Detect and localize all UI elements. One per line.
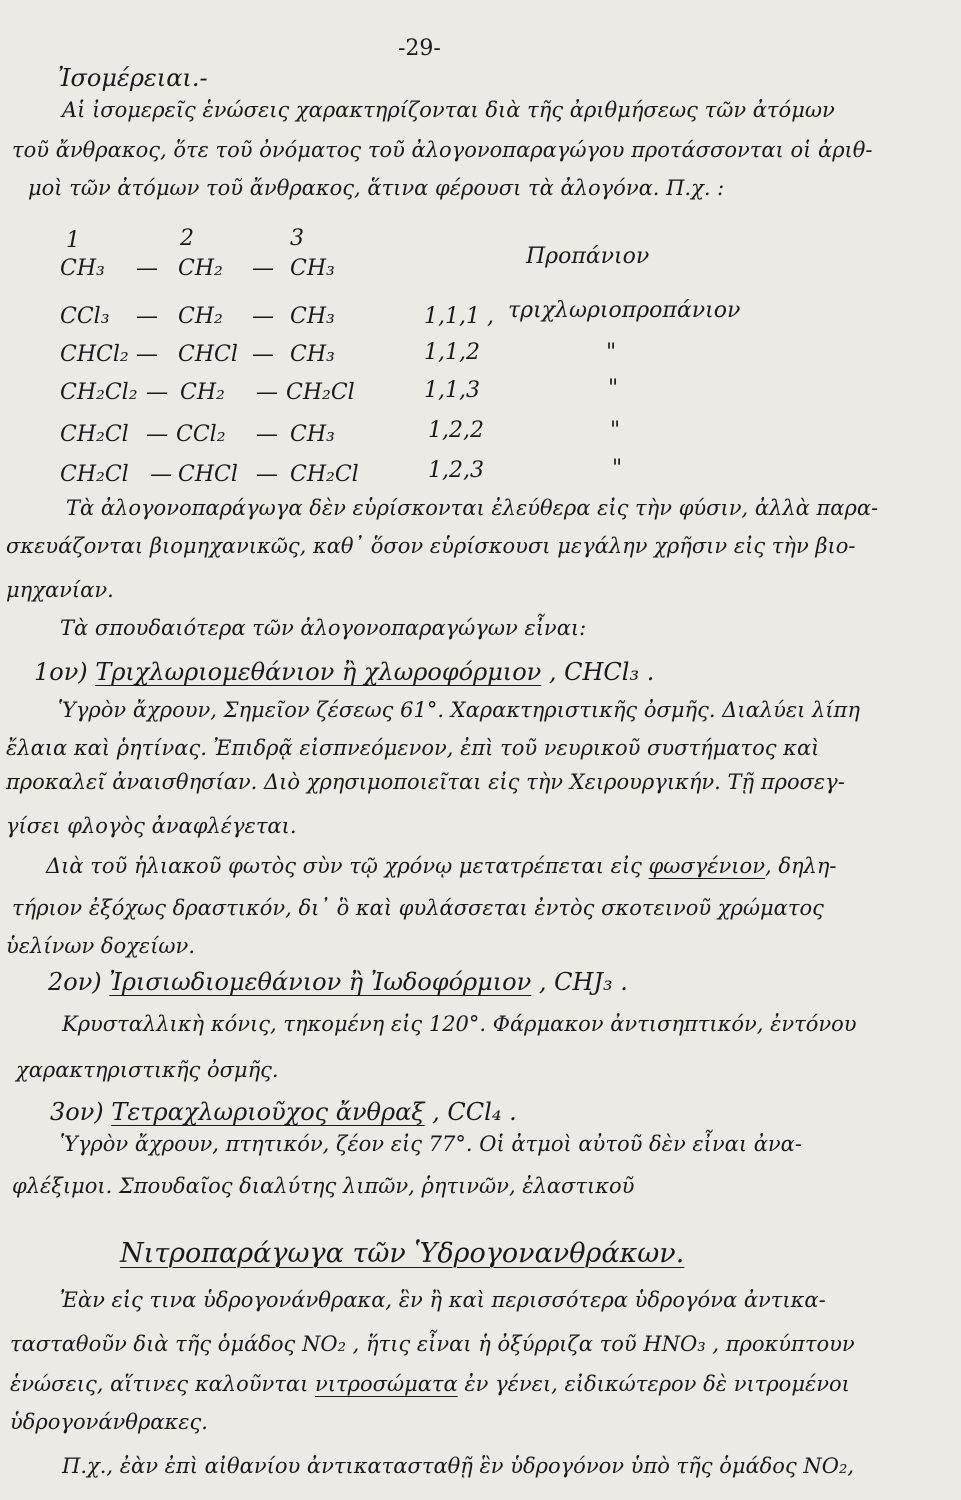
item1-text-line-3: προκαλεῖ ἀναισθησίαν. Διὸ χρησιμοποιεῖται εἰς τὴν Χειρουργικήν. Τῇ προσεγ- [6,770,845,794]
section-title: Νιτροπαράγωγα τῶν Ὑδρογονανθράκων. [120,1238,685,1269]
formula-name: " [612,456,623,481]
formula-dash: — [252,304,274,329]
item1-text-line-5-after: , δηλη- [764,854,837,878]
item3-text-line-1: Ὑγρὸν ἄχρουν, πτητικόν, ζέον εἰς 77°. Οἱ ἀτμοὶ αὐτοῦ δὲν εἶναι ἀνα- [60,1132,802,1156]
item2-text-line-2: χαρακτηριστικῆς ὀσμῆς. [16,1058,279,1082]
formula-locant: 1,1,1 , [424,304,494,329]
formula-locant: 1,1,3 [424,378,480,403]
intro-line-3: μοὶ τῶν ἀτόμων τοῦ ἄνθρακος, ἅτινα φέρουσι τὰ ἀλογόνα. Π.χ. : [28,176,725,200]
item3-name: Τετραχλωριοῦχος ἄνθραξ [111,1098,425,1126]
intro-line-2: τοῦ ἄνθρακος, ὅτε τοῦ ὀνόματος τοῦ ἀλογονοπαραγώγου προτάσσονται οἱ ἀριθ- [12,138,873,162]
formula-c1: CH₂Cl₂ [60,380,138,405]
formula-locant: 1,1,2 [424,340,480,365]
item3-text-line-2: φλέξιμοι. Σπουδαῖος διαλύτης λιπῶν, ῥητινῶν, ἐλαστικοῦ [12,1174,635,1198]
formula-dash: — [146,380,168,405]
important-intro: Τὰ σπουδαιότερα τῶν ἀλογονοπαραγώγων εἶναι: [60,616,587,640]
nitro-line-3-before: ἑνώσεις, αἵτινες καλοῦνται [10,1372,315,1396]
formula-c1: CCl₃ [60,304,110,329]
item1-name: Τριχλωριομεθάνιον ἢ χλωροφόρμιον [95,658,542,686]
formula-name: " [608,376,619,401]
item2-text-line-1: Κρυσταλλικὴ κόνις, τηκομένη εἰς 120°. Φάρμακον ἀντισηπτικόν, ἐντόνου [62,1012,857,1036]
nitro-text-line-4: ὑδρογονάνθρακες. [10,1410,208,1434]
formula-c1: CH₂Cl [60,422,129,447]
formula-dash: — [256,422,278,447]
item1-number: 1ον) [34,658,88,686]
formula-c1: CH₃ [60,256,105,281]
formula-c3: CH₃ [290,422,335,447]
item1-formula: , CHCl₃ . [548,658,655,686]
formula-dash: — [256,462,278,487]
para-halogen-line-2: σκευάζονται βιομηχανικῶς, καθ᾽ ὅσον εὑρίσκουσι μεγάλην χρῆσιν εἰς τὴν βιο- [6,534,856,558]
formula-name: " [606,340,617,365]
formula-locant: 1,2,2 [428,418,484,443]
carbon-number-2: 2 [180,226,194,251]
item3-heading [50,1100,517,1124]
formula-c2: CH₂ [178,304,223,329]
page-number: -29- [398,36,441,61]
formula-c1: CH₂Cl [60,462,129,487]
formula-c3: CH₂Cl [286,380,355,405]
nitro-line-3-after: ἐν γένει, εἰδικώτερον δὲ νιτρομένοι [457,1372,850,1396]
item1-text-line-5 [46,856,837,877]
item2-name: Ἰρισιωδιομεθάνιον ἢ Ἰωδοφόρμιον [109,968,532,996]
formula-dash: — [252,256,274,281]
item2-heading [48,970,628,994]
nitro-text-line-3 [10,1374,850,1395]
item1-text-line-1: Ὑγρὸν ἄχρουν, Σημεῖον ζέσεως 61°. Χαρακτηριστικῆς ὀσμῆς. Διαλύει λίπη [58,698,860,722]
carbon-number-3: 3 [290,226,304,251]
formula-locant: 1,2,3 [428,458,484,483]
item3-formula: , CCl₄ . [432,1098,517,1126]
formula-name: " [610,418,621,443]
carbon-number-1: 1 [66,228,80,253]
item2-formula: , CHJ₃ . [538,968,628,996]
formula-c3: CH₃ [290,304,335,329]
item2-number: 2ον) [48,968,102,996]
item1-text-line-2: ἔλαια καὶ ῥητίνας. Ἐπιδρᾷ εἰσπνεόμενον, ἐπὶ τοῦ νευρικοῦ συστήματος καὶ [6,736,820,760]
formula-c2: CHCl [178,462,238,487]
item1-text-line-4: γίσει φλογὸς ἀναφλέγεται. [6,814,297,838]
nitro-text-line-5: Π.χ., ἐὰν ἐπὶ αἰθανίου ἀντικατασταθῇ ἓν ὑδρογόνον ὑπὸ τῆς ὁμάδος NO₂, [62,1454,855,1478]
item1-heading [34,660,654,684]
formula-c2: CCl₂ [176,422,226,447]
nitro-text-line-1: Ἐὰν εἰς τινα ὑδρογονάνθρακα, ἓν ἢ καὶ περισσότερα ὑδρογόνα ἀντικα- [60,1288,826,1312]
formula-name: τριχλωριοπροπάνιον [508,298,741,323]
item1-text-line-7: ὑελίνων δοχείων. [6,934,195,958]
phosgene-underlined: φωσγένιον [648,854,765,878]
item1-text-line-6: τήριον ἐξόχως δραστικόν, δι᾽ ὃ καὶ φυλάσσεται ἐντὸς σκοτεινοῦ χρώματος [12,896,824,920]
para-halogen-line-1: Τὰ ἀλογονοπαράγωγα δὲν εὑρίσκονται ἐλεύθερα εἰς τὴν φύσιν, ἀλλὰ παρα- [66,496,879,520]
formula-dash: — [256,380,278,405]
formula-dash: — [136,342,158,367]
formula-c1: CHCl₂ [60,342,129,367]
formula-dash: — [146,422,168,447]
para-halogen-line-3: μηχανίαν. [6,578,114,602]
formula-c3: CH₂Cl [290,462,359,487]
nitrosomata-underlined: νιτροσώματα [315,1372,458,1396]
formula-c3: CH₃ [290,342,335,367]
nitro-text-line-2: τασταθοῦν διὰ τῆς ὁμάδος NO₂ , ἥτις εἶναι ἡ ὀξύρριζα τοῦ HNO₃ , προκύπτουν [10,1332,855,1356]
formula-name: Προπάνιον [526,244,650,269]
heading-isomers: Ἰσομέρειαι.- [58,64,208,92]
formula-dash: — [136,256,158,281]
formula-dash: — [150,462,172,487]
formula-dash: — [252,342,274,367]
formula-c2: CH₂ [178,256,223,281]
formula-c2: CH₂ [180,380,225,405]
formula-dash: — [136,304,158,329]
item1-text-line-5-before: Διὰ τοῦ ἡλιακοῦ φωτὸς σὺν τῷ χρόνῳ μετατρέπεται εἰς [46,854,649,878]
intro-line-1: Αἱ ἰσομερεῖς ἑνώσεις χαρακτηρίζονται διὰ τῆς ἀριθμήσεως τῶν ἀτόμων [62,98,835,122]
formula-c2: CHCl [178,342,238,367]
item3-number: 3ον) [50,1098,104,1126]
formula-c3: CH₃ [290,256,335,281]
